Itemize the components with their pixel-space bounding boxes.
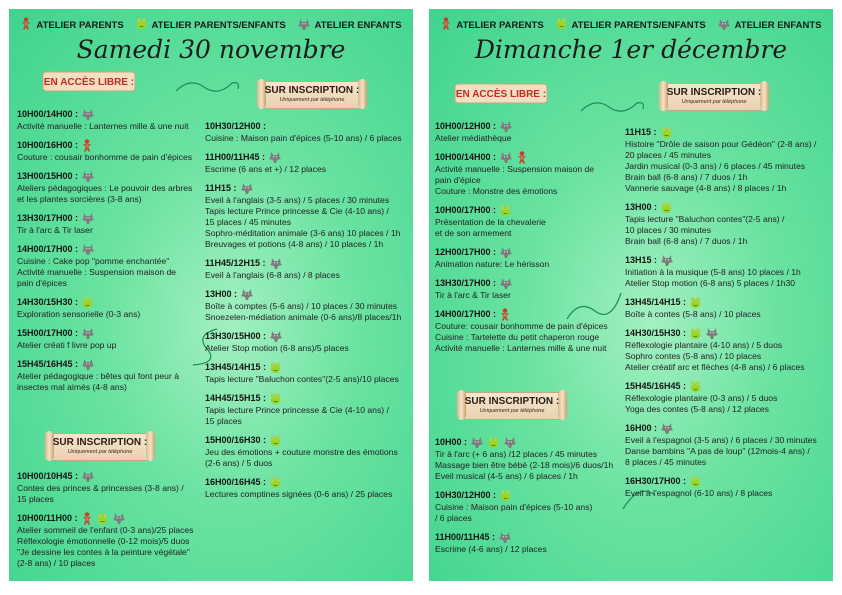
event-time-label: 13H15 : [625, 255, 658, 265]
event-time [17, 511, 213, 525]
inscription-title: SUR INSCRIPTION : [464, 396, 560, 407]
event-description: et les plantes sorcières (3-8 ans) [17, 194, 142, 204]
legend [429, 15, 833, 35]
inscription-subtitle: Uniquement par téléphone [67, 449, 133, 455]
frog-icon [660, 126, 673, 139]
legend-label: ATELIER ENFANTS [314, 19, 402, 31]
flyer-saturday [9, 9, 413, 581]
frog-icon [135, 17, 148, 30]
frog-icon [499, 204, 512, 217]
event-block [435, 488, 631, 524]
event-time-label: 13H00 : [205, 289, 238, 299]
legend-label: ATELIER PARENTS/ENFANTS [571, 19, 706, 31]
event-description: Histoire "Drôle de saison pour Gédéon" (2-8 ans) / [625, 139, 817, 149]
event-description: Atelier Stop motion (6-8 ans) 5 places / 1h30 [625, 278, 796, 288]
event-block [17, 138, 207, 163]
wolf-icon [240, 287, 254, 301]
event-time-label: 16H00/16H45 : [205, 477, 267, 487]
event-description: 15 places [205, 416, 242, 426]
event-description: 15 places [17, 494, 54, 504]
event-block [17, 242, 207, 289]
frog-icon [689, 475, 702, 488]
event-time [435, 307, 625, 321]
event-description: (2-6 ans) / 5 duos [205, 458, 273, 468]
events-column-right [625, 119, 831, 499]
event-description: Vannerie sauvage (4-8 ans) / 8 places / 1h [625, 183, 787, 193]
event-description: pain d'épice [435, 175, 481, 185]
event-block [17, 211, 207, 236]
inscription-subtitle: Uniquement par téléphone [479, 408, 545, 414]
wolf-icon [717, 17, 731, 31]
wolf-icon [470, 435, 484, 449]
wolf-icon [499, 119, 513, 133]
wolf-icon [269, 256, 283, 270]
event-description: Réflexologie plantaire (0-3 ans) / 5 duos [625, 393, 778, 403]
event-block [435, 435, 631, 482]
frog-icon [269, 434, 282, 447]
event-description: Cuisine : Maison pain d'épices (5-10 ans) / 6 places [205, 133, 402, 143]
event-block [205, 287, 410, 323]
event-description: Atelier créati f livre pop up [17, 340, 117, 350]
wolf-icon [499, 276, 513, 290]
event-description: Eveil à l'anglais (3-5 ans) / 5 places / 30 minutes [205, 195, 390, 205]
gingerbread-icon [499, 308, 511, 321]
event-description: Tapis lecture "Baluchon contes"(2-5 ans)/10 places [205, 374, 399, 384]
event-block [435, 203, 625, 239]
event-description: Atelier créatif arc et flèches (4-8 ans) / 6 places [625, 362, 805, 372]
gingerbread-icon [20, 17, 32, 30]
event-description: Couture: cousair bonhomme de pain d'épices [435, 321, 608, 331]
frog-icon [81, 296, 94, 309]
event-time-label: 11H15 : [625, 127, 657, 137]
event-time-label: 14H00/17H00 : [435, 309, 497, 319]
events-column-left-inscription [17, 463, 213, 569]
event-time-label: 13H45/14H15 : [625, 297, 687, 307]
event-time [205, 475, 410, 489]
event-description: Eveil à l'anglais (6-8 ans) / 8 places [205, 270, 340, 280]
page-title: Samedi 30 novembre [76, 35, 346, 64]
event-description: Activité manuelle : Suspension maison de [17, 267, 177, 277]
event-block [17, 169, 207, 205]
gingerbread-icon [81, 512, 93, 525]
wolf-icon [81, 107, 95, 121]
frog-icon [269, 476, 282, 489]
event-description: Yoga des contes (5-8 ans) / 12 places [625, 404, 769, 414]
event-time [17, 211, 207, 225]
wolf-icon [81, 357, 95, 371]
event-block [205, 329, 410, 354]
events-column-right [205, 113, 410, 500]
wolf-icon [297, 17, 311, 31]
event-time [17, 469, 213, 483]
legend-parents-enfants [135, 17, 286, 33]
event-description: Tir à l'arc (+ 6 ans) /12 places / 45 minutes [435, 449, 598, 459]
event-time-label: 10H00/17H00 : [435, 205, 497, 215]
inscription-scroll [659, 83, 769, 113]
event-description: Tir à l'arc & Tir laser [435, 290, 511, 300]
event-description: Eveil à l'espagnol (3-5 ans) / 6 places / 30 minutes [625, 435, 817, 445]
event-time [435, 150, 625, 164]
event-description: Atelier Stop motion (6-8 ans)/5 places [205, 343, 349, 353]
wolf-icon [81, 169, 95, 183]
event-block [625, 326, 831, 373]
event-time-label: 10H30/12H00 : [205, 121, 267, 131]
event-time-label: 11H00/11H45 : [435, 532, 496, 542]
event-block [435, 245, 625, 270]
wolf-icon [498, 530, 512, 544]
event-time [17, 295, 207, 309]
event-description: Couture : cousair bonhomme de pain d'épices [17, 152, 193, 162]
event-description: Escrime (4-6 ans) / 12 places [435, 544, 547, 554]
event-time-label: 10H30/12H00 : [435, 490, 497, 500]
event-description: Eveil musical (4-5 ans) / 6 places / 1h [435, 471, 578, 481]
event-description: 8 places / 45 minutes [625, 457, 707, 467]
event-time [435, 276, 625, 290]
event-block [435, 119, 625, 144]
legend-label: ATELIER PARENTS [36, 19, 124, 31]
acces-libre-banner [41, 69, 137, 95]
frog-icon [96, 512, 109, 525]
frog-icon [660, 201, 673, 214]
inscription-title: SUR INSCRIPTION : [52, 437, 148, 448]
event-time [17, 169, 207, 183]
frog-legend-icon [135, 17, 148, 33]
wolf-legend-icon [717, 17, 731, 34]
event-description: Initiation à la musique (5-8 ans) 10 places / 1h [625, 267, 801, 277]
event-description: Boîte à comptes (5-6 ans) / 10 places / 30 minutes [205, 301, 398, 311]
event-block [17, 511, 213, 569]
event-time-label: 10H00/10H45 : [17, 471, 79, 481]
event-description: Réflexologie plantaire (4-10 ans) / 5 duos [625, 340, 783, 350]
event-block [17, 295, 207, 320]
event-block [205, 433, 410, 469]
event-block [205, 119, 410, 144]
event-block [205, 475, 410, 500]
event-block [205, 360, 410, 385]
events-column-left-inscription [435, 429, 631, 555]
wolf-icon [81, 211, 95, 225]
event-time [435, 119, 625, 133]
event-description: Activité manuelle : Suspension maison de [435, 164, 595, 174]
frog-icon [499, 489, 512, 502]
event-time-label: 16H30/17H00 : [625, 476, 687, 486]
event-time [205, 256, 410, 270]
event-time [205, 391, 410, 405]
wolf-icon [240, 181, 254, 195]
event-block [625, 200, 831, 247]
legend-label: ATELIER PARENTS/ENFANTS [151, 19, 286, 31]
wolf-icon [81, 326, 95, 340]
swirl-decoration [174, 75, 244, 97]
event-time [625, 125, 831, 139]
event-time-label: 15H00/16H30 : [205, 435, 267, 445]
event-block [625, 125, 831, 194]
wolf-legend-icon [297, 17, 311, 34]
frog-icon [555, 17, 568, 30]
wolf-icon [269, 329, 283, 343]
legend-enfants [717, 17, 822, 34]
event-block [205, 150, 410, 175]
legend [9, 15, 413, 35]
event-time [435, 203, 625, 217]
event-time [205, 329, 410, 343]
event-description: Animation nature: Le hérisson [435, 259, 550, 269]
event-time-label: 14H30/15H30 : [17, 297, 79, 307]
event-description: Jardin musical (0-3 ans) / 6 places / 45 minutes [625, 161, 806, 171]
event-time [205, 360, 410, 374]
event-block [625, 379, 831, 415]
event-description: Réflexologie émotionnelle (0-12 mois)/5 duos [17, 536, 190, 546]
event-time-label: 13H30/17H00 : [17, 213, 79, 223]
event-description: Atelier sommeil de l'enfant (0-3 ans)/25 places [17, 525, 194, 535]
event-description: Activité manuelle : Lanternes mille & une nuit [17, 121, 189, 131]
event-description: Couture : Monstre des émotions [435, 186, 558, 196]
event-description: pain d'épices [17, 278, 67, 288]
frog-icon [689, 327, 702, 340]
event-time [435, 488, 631, 502]
event-block [625, 474, 831, 499]
event-block [205, 256, 410, 281]
event-time [625, 200, 831, 214]
event-description: Atelier médiathèque [435, 133, 512, 143]
event-time-label: 10H00/12H00 : [435, 121, 497, 131]
wolf-icon [503, 435, 517, 449]
inscription-subtitle: Uniquement par téléphone [681, 99, 747, 105]
event-time-label: 13H30/15H00 : [205, 331, 267, 341]
event-block [17, 107, 207, 132]
event-description: Sophro-méditation animale (3-6 ans) 10 places / 1h [205, 228, 401, 238]
event-block [625, 253, 831, 289]
event-block [625, 295, 831, 320]
event-block [435, 530, 631, 555]
event-description: Boîte à contes (5-8 ans) / 10 places [625, 309, 761, 319]
event-time [625, 295, 831, 309]
event-time [17, 357, 207, 371]
event-description: Brain ball (6-8 ans) / 7 duos / 1h [625, 172, 748, 182]
wolf-icon [705, 326, 719, 340]
event-description: Breuvages et potions (4-8 ans) / 10 places / 1h [205, 239, 384, 249]
event-description: Escrime (6 ans et +) / 12 places [205, 164, 327, 174]
inscription-scroll [45, 433, 155, 463]
events-column-left [435, 113, 625, 354]
wolf-icon [112, 511, 126, 525]
legend-parents [20, 17, 123, 33]
event-description: / 6 places [435, 513, 472, 523]
event-description: Tir à l'arc & Tir laser [17, 225, 93, 235]
frog-icon [689, 296, 702, 309]
event-block [205, 181, 410, 250]
wolf-icon [268, 150, 282, 164]
event-description: Jeu des émotions + couture monstre des émotions [205, 447, 398, 457]
event-time-label: 11H15 : [205, 183, 237, 193]
event-time-label: 15H45/16H45 : [17, 359, 79, 369]
event-description: 10 places / 30 minutes [625, 225, 711, 235]
legend-parents [440, 17, 543, 33]
event-time-label: 10H00/11H00 : [17, 513, 78, 523]
event-time [435, 435, 631, 449]
event-time-label: 10H00/14H00 : [435, 152, 497, 162]
event-description: Contes des princes & princesses (3-8 ans) / [17, 483, 184, 493]
event-time [625, 253, 831, 267]
event-time [435, 245, 625, 259]
frog-icon [269, 361, 282, 374]
wolf-icon [660, 253, 674, 267]
frog-legend-icon [555, 17, 568, 33]
event-description: Cuisine : Maison pain d'épices (5-10 ans) [435, 502, 593, 512]
event-time [205, 150, 410, 164]
event-description: 15 places / 45 minutes [205, 217, 291, 227]
event-time-label: 13H30/17H00 : [435, 278, 497, 288]
gingerbread-icon [440, 17, 452, 30]
event-description: Exploration sensorielle (0-3 ans) [17, 309, 141, 319]
wolf-icon [81, 469, 95, 483]
event-description: et de son armement [435, 228, 512, 238]
event-description: 20 places / 45 minutes [625, 150, 711, 160]
inscription-title: SUR INSCRIPTION : [666, 87, 762, 98]
event-time [625, 379, 831, 393]
event-time [17, 242, 207, 256]
event-time [205, 181, 410, 195]
frog-icon [269, 392, 282, 405]
event-description: Tapis lecture "Baluchon contes"(2-5 ans) / [625, 214, 785, 224]
flyer-sunday [429, 9, 833, 581]
wolf-icon [499, 245, 513, 259]
page-title: Dimanche 1er décembre [474, 35, 788, 64]
event-description: Brain ball (6-8 ans) / 7 duos / 1h [625, 236, 748, 246]
inscription-scroll [457, 392, 567, 422]
event-time [17, 107, 207, 121]
event-description: Cuisine : Cake pop "pomme enchantée" [17, 256, 170, 266]
event-time-label: 10H00 : [435, 437, 468, 447]
event-time-label: 12H00/17H00 : [435, 247, 497, 257]
event-time-label: 13H00 : [625, 202, 658, 212]
acces-libre-label: EN ACCÈS LIBRE : [455, 89, 547, 100]
inscription-title: SUR INSCRIPTION : [264, 85, 360, 96]
event-description: Sophro contes (5-8 ans) / 10 places [625, 351, 762, 361]
frog-icon [689, 380, 702, 393]
legend-parents-enfants [555, 17, 706, 33]
frog-icon [487, 436, 500, 449]
event-block [435, 276, 625, 301]
event-time [435, 530, 631, 544]
event-block [205, 391, 410, 427]
event-description: Danse bambins "A pas de loup" (12mois-4 ans) / [625, 446, 810, 456]
wolf-icon [499, 150, 513, 164]
event-time-label: 10H00/16H00 : [17, 140, 79, 150]
event-description: Activité manuelle : Lanternes mille & une nuit [435, 343, 607, 353]
event-description: Massage bien être bébé (2-18 mois)/6 duos/1h [435, 460, 614, 470]
event-time [205, 119, 410, 133]
event-description: Ateliers pédagogiques : Le pouvoir des arbres [17, 183, 193, 193]
event-time [625, 326, 831, 340]
legend-enfants [297, 17, 402, 34]
event-description: Cuisine : Tartelette du petit chaperon rouge [435, 332, 600, 342]
event-block [435, 307, 625, 354]
event-description: "Je dessine les contes à la peinture végétale" [17, 547, 190, 557]
acces-libre-label: EN ACCÈS LIBRE : [43, 77, 135, 88]
ginger-legend-icon [20, 17, 32, 33]
event-description: Tapis lecture Prince princesse & Cie (4-10 ans) / [205, 405, 389, 415]
event-time-label: 11H45/12H15 : [205, 258, 266, 268]
wolf-icon [81, 242, 95, 256]
event-time-label: 14H00/17H00 : [17, 244, 79, 254]
event-description: Eveil à l'espagnol (6-10 ans) / 8 places [625, 488, 773, 498]
event-time-label: 11H00/11H45 : [205, 152, 266, 162]
event-time [17, 138, 207, 152]
event-time-label: 15H00/17H00 : [17, 328, 79, 338]
acces-libre-banner [453, 81, 549, 107]
event-time-label: 10H00/14H00 : [17, 109, 79, 119]
event-time [205, 433, 410, 447]
event-description: Snoezelen-médiation animale (0-6 ans)/8 places/1h [205, 312, 402, 322]
event-block [17, 469, 213, 505]
event-block [435, 150, 625, 197]
event-time [17, 326, 207, 340]
event-block [625, 421, 831, 468]
event-block [17, 357, 207, 393]
ginger-legend-icon [440, 17, 452, 33]
event-description: Présentation de la chevalerie [435, 217, 546, 227]
event-time-label: 14H30/15H30 : [625, 328, 687, 338]
event-time-label: 16H00 : [625, 423, 658, 433]
events-column-left [17, 101, 207, 393]
inscription-subtitle: Uniquement par téléphone [279, 97, 345, 103]
event-description: insectes mal aimés (4-8 ans) [17, 382, 127, 392]
event-time-label: 15H45/16H45 : [625, 381, 687, 391]
event-time-label: 13H45/14H15 : [205, 362, 267, 372]
event-time [625, 421, 831, 435]
inscription-scroll [257, 81, 367, 111]
event-time [625, 474, 831, 488]
event-time-label: 13H00/15H00 : [17, 171, 79, 181]
event-description: (2-8 ans) / 10 places [17, 558, 96, 568]
event-time-label: 14H45/15H15 : [205, 393, 267, 403]
gingerbread-icon [516, 151, 528, 164]
gingerbread-icon [81, 139, 93, 152]
legend-label: ATELIER PARENTS [456, 19, 544, 31]
event-time [205, 287, 410, 301]
legend-label: ATELIER ENFANTS [734, 19, 822, 31]
event-block [17, 326, 207, 351]
wolf-icon [660, 421, 674, 435]
event-description: Atelier pédagogique : bêtes qui font peur à [17, 371, 179, 381]
event-description: Lectures comptines signées (0-6 ans) / 25 places [205, 489, 393, 499]
event-description: Tapis lecture Prince princesse & Cie (4-10 ans) / [205, 206, 389, 216]
